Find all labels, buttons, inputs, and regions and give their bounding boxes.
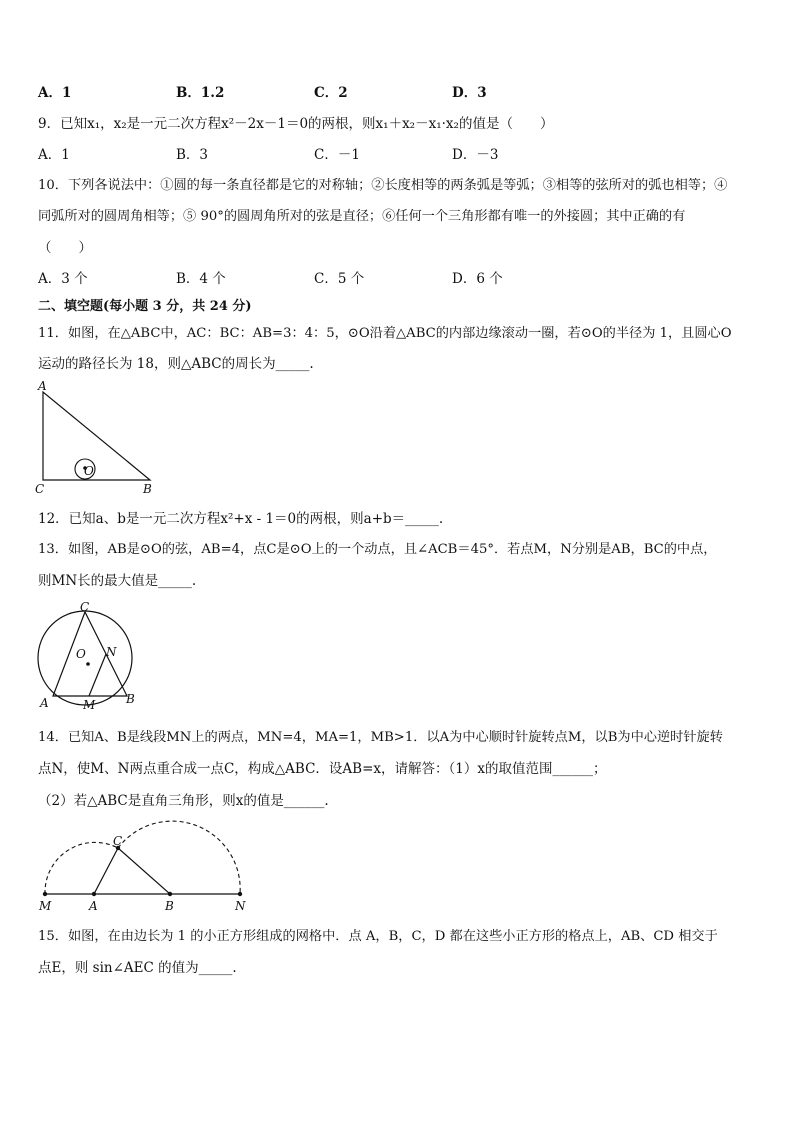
q11-line2: 运动的路径长为 18，则△ABC的周长为_____. bbox=[38, 356, 314, 372]
q14-label-n: N bbox=[235, 899, 246, 913]
q13-line1: 13．如图，AB是⊙O的弦，AB=4，点C是⊙O上的一个动点，且∠ACB＝45°．若点M，N分别是AB，BC的中点， bbox=[38, 542, 717, 557]
q11-label-a: A bbox=[38, 380, 47, 393]
q9-choice-d: D．－3 bbox=[452, 147, 499, 163]
q14-label-c: C bbox=[113, 834, 123, 848]
q8-choice-d: D．3 bbox=[452, 85, 487, 101]
q13-label-a: A bbox=[40, 696, 49, 710]
q15-line1: 15．如图，在由边长为 1 的小正方形组成的网格中．点 A，B，C，D 都在这些小正方形的格点上，AB、CD 相交于 bbox=[38, 929, 718, 944]
q10-choice-c: C．5 个 bbox=[314, 271, 365, 287]
q10-choice-d: D．6 个 bbox=[452, 271, 503, 287]
q8-choice-c: C．2 bbox=[314, 85, 348, 101]
q15-line2: 点E，则 sin∠AEC 的值为_____. bbox=[38, 960, 237, 976]
q10-line1: 10．下列各说法中：①圆的每一条直径都是它的对称轴；②长度相等的两条弧是等弧；③相等的弦所对的弧也相等；④ bbox=[38, 178, 728, 193]
q10-line2: 同弧所对的圆周角相等；⑤ 90°的圆周角所对的弦是直径；⑥任何一个三角形都有唯一的外接圆；其中正确的有 bbox=[38, 209, 686, 224]
q13-label-n: N bbox=[106, 645, 117, 659]
q8-choice-b: B．1.2 bbox=[176, 85, 225, 101]
q14-line1: 14．已知A、B是线段MN上的两点，MN=4，MA=1，MB>1．以A为中心顺时针旋转点M，以B为中心逆时针旋转 bbox=[38, 730, 723, 745]
q12-line1: 12．已知a、b是一元二次方程x²+x - 1＝0的两根，则a+b＝_____. bbox=[38, 511, 444, 527]
q14-line3: （2）若△ABC是直角三角形，则x的值是______. bbox=[38, 793, 329, 809]
q9-stem: 9．已知x₁，x₂是一元二次方程x²－2x－1＝0的两根，则x₁＋x₂－x₁·x₂的值是（ ） bbox=[38, 116, 554, 132]
q14-label-b: B bbox=[165, 899, 174, 913]
q13-label-o: O bbox=[76, 647, 86, 661]
q13-label-c: C bbox=[80, 600, 90, 614]
q10-choice-a: A．3 个 bbox=[38, 271, 88, 287]
q11-label-c: C bbox=[35, 482, 45, 496]
q9-choice-c: C．－1 bbox=[314, 147, 360, 163]
q13-line2: 则MN长的最大值是_____. bbox=[38, 573, 197, 589]
q13-label-m: M bbox=[83, 698, 96, 712]
q13-circle-figure bbox=[30, 598, 150, 716]
q11-triangle-figure bbox=[30, 380, 170, 498]
q9-choice-b: B．3 bbox=[176, 147, 209, 163]
q11-label-b: B bbox=[143, 482, 152, 496]
q11-line1: 11．如图，在△ABC中，AC：BC：AB=3：4：5，⊙O沿着△ABC的内部边缘滚动一圈，若⊙O的半径为 1，且圆心O bbox=[38, 326, 732, 341]
q10-line3: （ ） bbox=[38, 240, 92, 256]
q14-segment-figure bbox=[30, 818, 265, 916]
q10-choice-b: B．4 个 bbox=[176, 271, 226, 287]
q14-line2: 点N，使M、N两点重合成一点C，构成△ABC．设AB=x，请解答：（1）x的取值范围______； bbox=[38, 761, 607, 777]
q8-choice-a: A．1 bbox=[38, 85, 72, 101]
q9-choice-a: A．1 bbox=[38, 147, 70, 163]
q13-label-b: B bbox=[126, 692, 135, 706]
q11-label-o: O bbox=[84, 464, 94, 478]
q14-label-a: A bbox=[89, 899, 98, 913]
section-title: 二、填空题(每小题 3 分，共 24 分) bbox=[38, 299, 252, 314]
q14-label-m: M bbox=[39, 899, 52, 913]
